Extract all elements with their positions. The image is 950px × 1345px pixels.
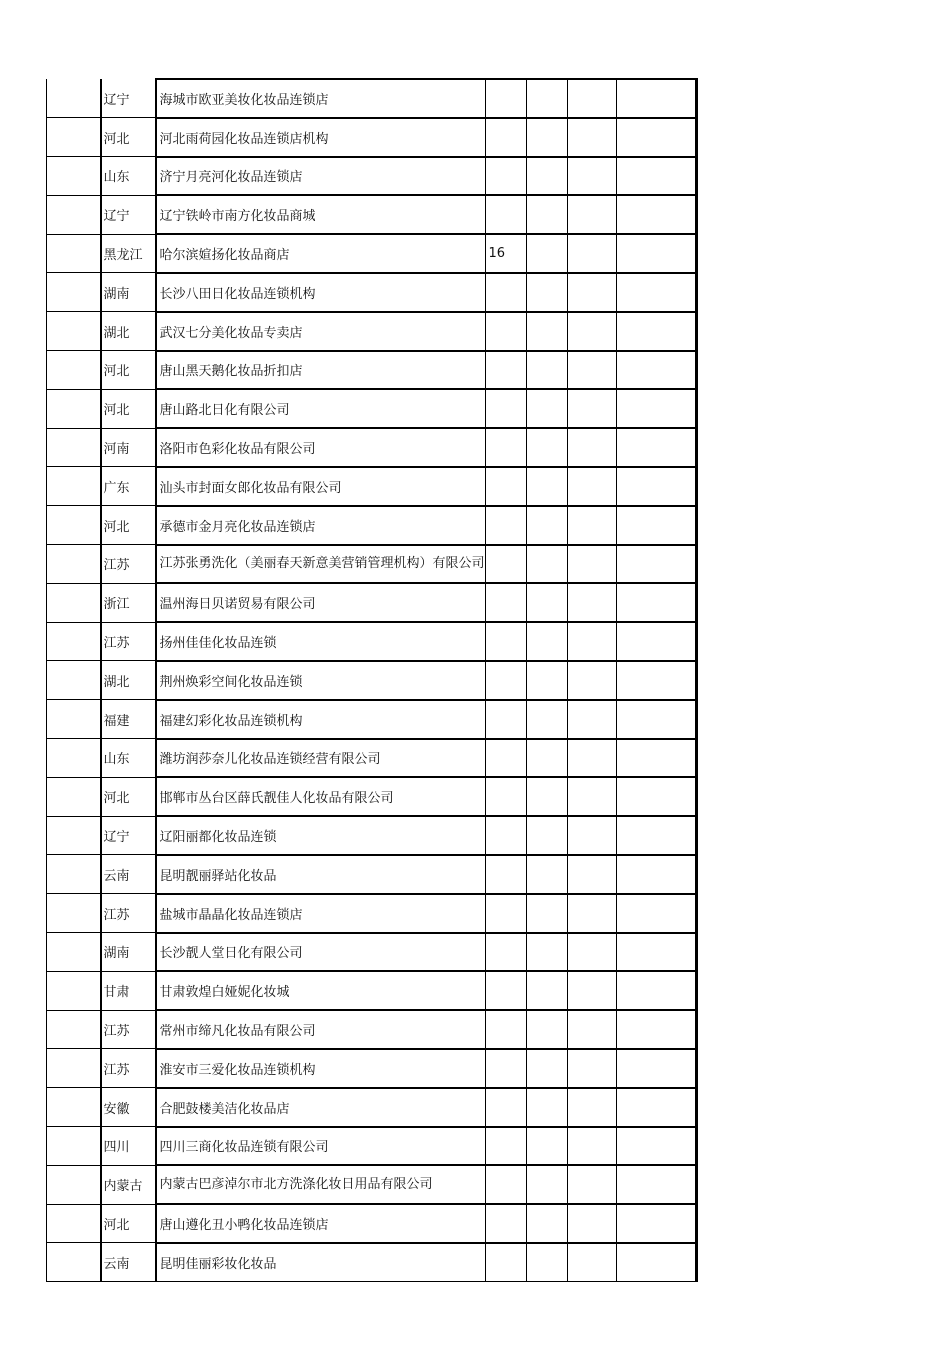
value-cell-4 (616, 1165, 696, 1204)
value-cell-4 (616, 312, 696, 351)
value-cell-2 (526, 389, 567, 428)
value-cell-3 (567, 273, 616, 312)
value-cell-1 (485, 855, 526, 894)
province-cell: 湖南 (101, 273, 156, 312)
value-cell-1 (485, 739, 526, 778)
value-cell-2 (526, 855, 567, 894)
store-name-cell: 内蒙古巴彦淖尔市北方洗涤化妆日用品有限公司 (156, 1165, 486, 1204)
value-cell-1 (485, 157, 526, 196)
value-cell-4 (616, 157, 696, 196)
province-cell: 河北 (101, 506, 156, 545)
row-index-cell (47, 1243, 101, 1282)
value-cell-3 (567, 467, 616, 506)
province-cell: 内蒙古 (101, 1165, 156, 1204)
row-index-cell (47, 622, 101, 661)
table-row (47, 739, 697, 778)
value-cell-1 (485, 389, 526, 428)
value-cell-1 (485, 700, 526, 739)
value-cell-3 (567, 1243, 616, 1282)
value-cell-2 (526, 1204, 567, 1243)
value-cell-3 (567, 118, 616, 157)
row-index-cell (47, 467, 101, 506)
row-index-cell (47, 894, 101, 933)
value-cell-2 (526, 1165, 567, 1204)
value-cell-2 (526, 622, 567, 661)
value-cell-1 (485, 777, 526, 816)
value-cell-3 (567, 1165, 616, 1204)
table-row (47, 351, 697, 390)
store-name-cell: 昆明佳丽彩妆化妆品 (156, 1243, 486, 1282)
value-cell-2 (526, 545, 567, 584)
value-cell-1 (485, 79, 526, 118)
table-row (47, 234, 697, 273)
store-name-cell: 长沙靓人堂日化有限公司 (156, 933, 486, 972)
store-name-cell: 承德市金月亮化妆品连锁店 (156, 506, 486, 545)
table-row (47, 389, 697, 428)
table-row (47, 1049, 697, 1088)
store-name-cell: 四川三商化妆品连锁有限公司 (156, 1127, 486, 1166)
province-cell: 河北 (101, 1204, 156, 1243)
value-cell-1 (485, 971, 526, 1010)
value-cell-1 (485, 1010, 526, 1049)
value-cell-1 (485, 118, 526, 157)
value-cell-4 (616, 545, 696, 584)
value-cell-2 (526, 971, 567, 1010)
store-name-cell: 邯郸市丛台区薛氏靓佳人化妆品有限公司 (156, 777, 486, 816)
store-name-cell: 江苏张勇洗化（美丽春天新意美营销管理机构）有限公司 (156, 545, 486, 584)
store-name-cell: 常州市缔凡化妆品有限公司 (156, 1010, 486, 1049)
province-cell: 河北 (101, 389, 156, 428)
value-cell-3 (567, 583, 616, 622)
value-cell-4 (616, 351, 696, 390)
row-index-cell (47, 777, 101, 816)
value-cell-4 (616, 855, 696, 894)
value-cell-4 (616, 428, 696, 467)
row-index-cell (47, 661, 101, 700)
value-cell-1 (485, 622, 526, 661)
province-cell: 江苏 (101, 1049, 156, 1088)
table-row (47, 195, 697, 234)
value-cell-2 (526, 1088, 567, 1127)
store-name-cell: 福建幻彩化妆品连锁机构 (156, 700, 486, 739)
value-cell-4 (616, 234, 696, 273)
value-cell-1 (485, 312, 526, 351)
table-row (47, 894, 697, 933)
row-index-cell (47, 1165, 101, 1204)
value-cell-3 (567, 1049, 616, 1088)
value-cell-4 (616, 816, 696, 855)
value-cell-2 (526, 933, 567, 972)
store-name-cell: 盐城市晶晶化妆品连锁店 (156, 894, 486, 933)
row-index-cell (47, 816, 101, 855)
value-cell-4 (616, 700, 696, 739)
store-name-cell: 唐山路北日化有限公司 (156, 389, 486, 428)
table-row (47, 1088, 697, 1127)
row-index-cell (47, 273, 101, 312)
store-name-cell: 济宁月亮河化妆品连锁店 (156, 157, 486, 196)
value-cell-2 (526, 1010, 567, 1049)
store-name-cell: 洛阳市色彩化妆品有限公司 (156, 428, 486, 467)
store-name-cell: 潍坊润莎奈儿化妆品连锁经营有限公司 (156, 739, 486, 778)
value-cell-4 (616, 971, 696, 1010)
province-cell: 云南 (101, 1243, 156, 1282)
row-index-cell (47, 1010, 101, 1049)
province-cell: 山东 (101, 739, 156, 778)
province-cell: 辽宁 (101, 816, 156, 855)
row-index-cell (47, 428, 101, 467)
table-row (47, 816, 697, 855)
value-cell-4 (616, 506, 696, 545)
store-name-cell: 甘肃敦煌白娅妮化妆城 (156, 971, 486, 1010)
table-row (47, 1204, 697, 1243)
value-cell-3 (567, 389, 616, 428)
value-cell-3 (567, 1010, 616, 1049)
value-cell-4 (616, 195, 696, 234)
value-cell-1: 16 (485, 234, 526, 273)
province-cell: 湖南 (101, 933, 156, 972)
store-name-cell: 哈尔滨媗扬化妆品商店 (156, 234, 486, 273)
row-index-cell (47, 583, 101, 622)
value-cell-3 (567, 157, 616, 196)
table-row (47, 467, 697, 506)
value-cell-3 (567, 894, 616, 933)
value-cell-2 (526, 312, 567, 351)
value-cell-1 (485, 506, 526, 545)
value-cell-3 (567, 312, 616, 351)
row-index-cell (47, 933, 101, 972)
value-cell-1 (485, 545, 526, 584)
store-name-cell: 淮安市三爱化妆品连锁机构 (156, 1049, 486, 1088)
value-cell-3 (567, 622, 616, 661)
row-index-cell (47, 1127, 101, 1166)
value-cell-1 (485, 1165, 526, 1204)
value-cell-2 (526, 157, 567, 196)
value-cell-4 (616, 273, 696, 312)
table-row (47, 583, 697, 622)
value-cell-3 (567, 739, 616, 778)
store-name-cell: 昆明靓丽驿站化妆品 (156, 855, 486, 894)
value-cell-3 (567, 1127, 616, 1166)
row-index-cell (47, 157, 101, 196)
store-table-body (47, 79, 697, 1282)
value-cell-2 (526, 1243, 567, 1282)
value-cell-2 (526, 1127, 567, 1166)
value-cell-4 (616, 1243, 696, 1282)
value-cell-4 (616, 1127, 696, 1166)
province-cell: 安徽 (101, 1088, 156, 1127)
province-cell: 湖北 (101, 312, 156, 351)
province-cell: 四川 (101, 1127, 156, 1166)
province-cell: 江苏 (101, 545, 156, 584)
value-cell-1 (485, 195, 526, 234)
row-index-cell (47, 118, 101, 157)
province-cell: 广东 (101, 467, 156, 506)
value-cell-4 (616, 1049, 696, 1088)
value-cell-2 (526, 273, 567, 312)
province-cell: 江苏 (101, 1010, 156, 1049)
value-cell-1 (485, 816, 526, 855)
value-cell-1 (485, 1127, 526, 1166)
value-cell-3 (567, 234, 616, 273)
value-cell-4 (616, 118, 696, 157)
value-cell-3 (567, 79, 616, 118)
province-cell: 黑龙江 (101, 234, 156, 273)
value-cell-1 (485, 467, 526, 506)
value-cell-2 (526, 506, 567, 545)
value-cell-3 (567, 933, 616, 972)
province-cell: 湖北 (101, 661, 156, 700)
table-row (47, 971, 697, 1010)
table-row (47, 700, 697, 739)
province-cell: 江苏 (101, 894, 156, 933)
store-name-cell: 辽阳丽都化妆品连锁 (156, 816, 486, 855)
row-index-cell (47, 545, 101, 584)
value-cell-2 (526, 583, 567, 622)
value-cell-1 (485, 428, 526, 467)
store-name-cell: 唐山黑天鹅化妆品折扣店 (156, 351, 486, 390)
value-cell-1 (485, 933, 526, 972)
province-cell: 山东 (101, 157, 156, 196)
province-cell: 河北 (101, 118, 156, 157)
row-index-cell (47, 855, 101, 894)
row-index-cell (47, 506, 101, 545)
row-index-cell (47, 389, 101, 428)
value-cell-2 (526, 351, 567, 390)
value-cell-4 (616, 467, 696, 506)
value-cell-2 (526, 467, 567, 506)
value-cell-4 (616, 1010, 696, 1049)
table-row (47, 428, 697, 467)
value-cell-4 (616, 933, 696, 972)
value-cell-1 (485, 1243, 526, 1282)
value-cell-4 (616, 1204, 696, 1243)
value-cell-3 (567, 195, 616, 234)
table-row (47, 933, 697, 972)
table-row (47, 777, 697, 816)
value-cell-1 (485, 1049, 526, 1088)
value-cell-2 (526, 234, 567, 273)
value-cell-3 (567, 351, 616, 390)
row-index-cell (47, 1204, 101, 1243)
value-cell-3 (567, 661, 616, 700)
table-row (47, 506, 697, 545)
store-name-cell: 合肥鼓楼美洁化妆品店 (156, 1088, 486, 1127)
table-row (47, 312, 697, 351)
province-cell: 甘肃 (101, 971, 156, 1010)
value-cell-2 (526, 79, 567, 118)
value-cell-4 (616, 622, 696, 661)
value-cell-2 (526, 195, 567, 234)
value-cell-4 (616, 1088, 696, 1127)
row-index-cell (47, 1049, 101, 1088)
store-name-cell: 武汉七分美化妆品专卖店 (156, 312, 486, 351)
value-cell-4 (616, 777, 696, 816)
value-cell-3 (567, 428, 616, 467)
table-row (47, 855, 697, 894)
province-cell: 江苏 (101, 622, 156, 661)
province-cell: 浙江 (101, 583, 156, 622)
table-row (47, 157, 697, 196)
value-cell-3 (567, 545, 616, 584)
province-cell: 辽宁 (101, 195, 156, 234)
table-row (47, 622, 697, 661)
table-row (47, 1127, 697, 1166)
value-cell-3 (567, 506, 616, 545)
value-cell-3 (567, 971, 616, 1010)
row-index-cell (47, 1088, 101, 1127)
row-index-cell (47, 195, 101, 234)
value-cell-4 (616, 389, 696, 428)
table-row (47, 273, 697, 312)
store-name-cell: 长沙八田日化妆品连锁机构 (156, 273, 486, 312)
value-cell-1 (485, 583, 526, 622)
value-cell-2 (526, 777, 567, 816)
value-cell-3 (567, 777, 616, 816)
value-cell-1 (485, 894, 526, 933)
row-index-cell (47, 351, 101, 390)
value-cell-4 (616, 583, 696, 622)
value-cell-3 (567, 816, 616, 855)
value-cell-1 (485, 661, 526, 700)
value-cell-2 (526, 816, 567, 855)
province-cell: 河南 (101, 428, 156, 467)
value-cell-2 (526, 739, 567, 778)
store-name-cell: 汕头市封面女郎化妆品有限公司 (156, 467, 486, 506)
value-cell-3 (567, 700, 616, 739)
province-cell: 辽宁 (101, 79, 156, 118)
row-index-cell (47, 79, 101, 118)
value-cell-2 (526, 894, 567, 933)
value-cell-2 (526, 1049, 567, 1088)
value-cell-2 (526, 700, 567, 739)
value-cell-4 (616, 79, 696, 118)
row-index-cell (47, 739, 101, 778)
table-row (47, 1010, 697, 1049)
store-name-cell: 唐山遵化丑小鸭化妆品连锁店 (156, 1204, 486, 1243)
province-cell: 福建 (101, 700, 156, 739)
table-row (47, 1165, 697, 1204)
value-cell-4 (616, 661, 696, 700)
value-cell-2 (526, 661, 567, 700)
store-name-cell: 河北雨荷园化妆品连锁店机构 (156, 118, 486, 157)
store-name-cell: 辽宁铁岭市南方化妆品商城 (156, 195, 486, 234)
value-cell-4 (616, 739, 696, 778)
row-index-cell (47, 312, 101, 351)
table-row (47, 661, 697, 700)
row-index-cell (47, 234, 101, 273)
province-cell: 河北 (101, 777, 156, 816)
value-cell-3 (567, 1088, 616, 1127)
value-cell-1 (485, 273, 526, 312)
value-cell-1 (485, 1088, 526, 1127)
store-name-cell: 温州海日贝诺贸易有限公司 (156, 583, 486, 622)
row-index-cell (47, 700, 101, 739)
province-cell: 河北 (101, 351, 156, 390)
value-cell-3 (567, 1204, 616, 1243)
store-name-cell: 海城市欧亚美妆化妆品连锁店 (156, 79, 486, 118)
value-cell-1 (485, 1204, 526, 1243)
province-cell: 云南 (101, 855, 156, 894)
value-cell-1 (485, 351, 526, 390)
value-cell-4 (616, 894, 696, 933)
value-cell-2 (526, 428, 567, 467)
store-name-cell: 扬州佳佳化妆品连锁 (156, 622, 486, 661)
store-table (46, 78, 698, 1282)
row-index-cell (47, 971, 101, 1010)
value-cell-2 (526, 118, 567, 157)
store-name-cell: 荆州焕彩空间化妆品连锁 (156, 661, 486, 700)
table-row (47, 545, 697, 584)
table-row (47, 1243, 697, 1282)
value-cell-3 (567, 855, 616, 894)
table-row (47, 118, 697, 157)
table-row (47, 79, 697, 118)
